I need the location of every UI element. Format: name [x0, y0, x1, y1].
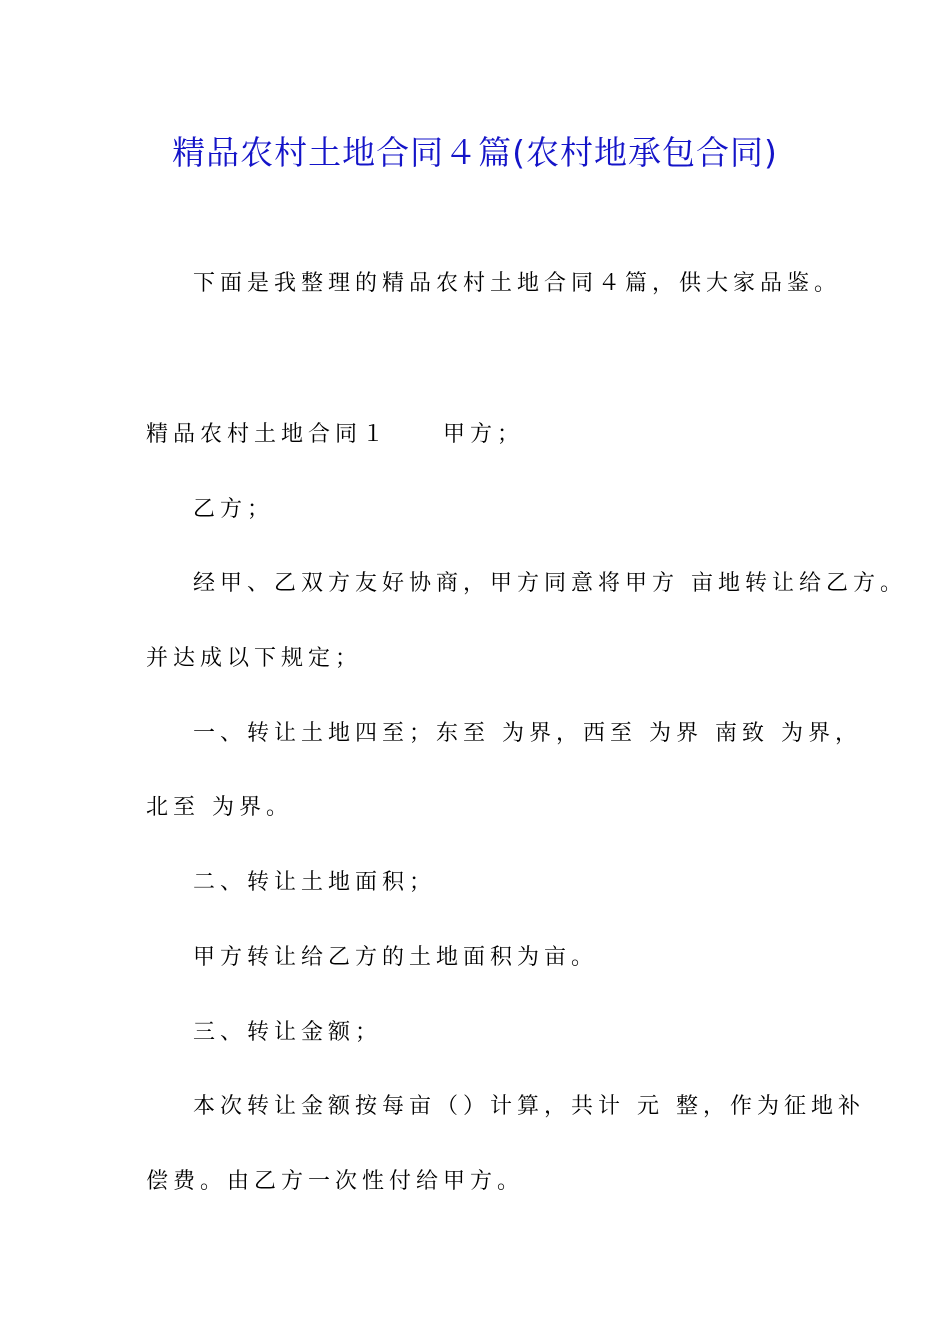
clause-3-body-line-1: 本次转让金额按每亩（）计算，共计 元 整，作为征地补: [193, 1094, 865, 1119]
party-b-line: 乙方；: [193, 497, 275, 522]
clause-1-line-2: 北至 为界。: [146, 795, 293, 820]
clause-3-heading: 三、转让金额；: [193, 1020, 383, 1045]
clause-2-heading: 二、转让土地面积；: [193, 870, 437, 895]
clause-3-body-line-2: 偿费。由乙方一次性付给甲方。: [146, 1169, 525, 1194]
agreement-paragraph-line-1: 经甲、乙双方友好协商，甲方同意将甲方 亩地转让给乙方。: [193, 571, 907, 596]
agreement-paragraph-line-2: 并达成以下规定；: [146, 646, 363, 671]
clause-2-body: 甲方转让给乙方的土地面积为亩。: [193, 945, 599, 970]
clause-1-line-1: 一、转让土地四至；东至 为界，西至 为界 南致 为界，: [193, 721, 862, 746]
intro-paragraph: 下面是我整理的精品农村土地合同４篇，供大家品鉴。: [193, 271, 842, 296]
document-title: 精品农村土地合同４篇(农村地承包合同): [172, 133, 778, 172]
contract-heading-line: 精品农村土地合同１ 甲方；: [146, 422, 525, 447]
